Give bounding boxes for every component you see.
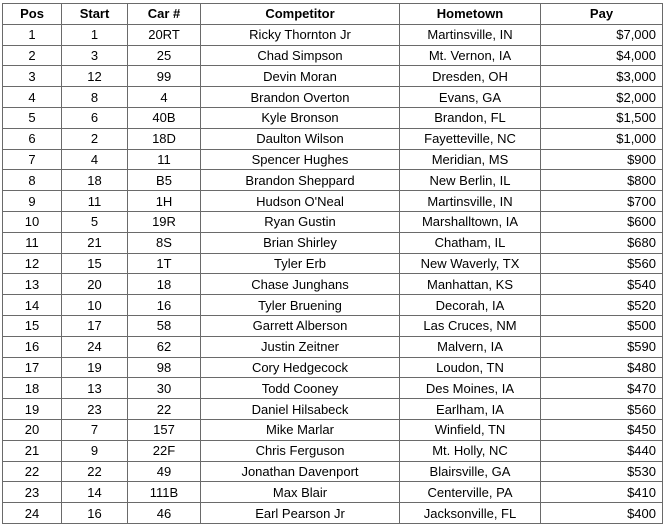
cell-start: 5 xyxy=(62,211,128,232)
cell-pos: 19 xyxy=(3,399,62,420)
cell-competitor: Justin Zeitner xyxy=(201,336,400,357)
table-row xyxy=(3,232,663,253)
cell-start: 19 xyxy=(62,357,128,378)
cell-car-number: B5 xyxy=(128,170,201,191)
cell-car-number: 46 xyxy=(128,503,201,524)
cell-start: 16 xyxy=(62,503,128,524)
cell-hometown: Earlham, IA xyxy=(400,399,541,420)
cell-competitor: Daulton Wilson xyxy=(201,128,400,149)
cell-competitor: Cory Hedgecock xyxy=(201,357,400,378)
table-row xyxy=(3,440,663,461)
cell-pay: $800 xyxy=(541,170,663,191)
cell-pay: $1,000 xyxy=(541,128,663,149)
cell-start: 2 xyxy=(62,128,128,149)
cell-start: 21 xyxy=(62,232,128,253)
cell-start: 1 xyxy=(62,24,128,45)
cell-start: 18 xyxy=(62,170,128,191)
table-row xyxy=(3,66,663,87)
header-row xyxy=(3,4,663,25)
cell-car-number: 22 xyxy=(128,399,201,420)
cell-pos: 22 xyxy=(3,461,62,482)
cell-competitor: Garrett Alberson xyxy=(201,315,400,336)
cell-competitor: Chris Ferguson xyxy=(201,440,400,461)
cell-pay: $400 xyxy=(541,503,663,524)
cell-hometown: Martinsville, IN xyxy=(400,24,541,45)
header-pay: Pay xyxy=(541,4,663,25)
cell-competitor: Earl Pearson Jr xyxy=(201,503,400,524)
cell-car-number: 19R xyxy=(128,211,201,232)
cell-competitor: Hudson O'Neal xyxy=(201,191,400,212)
cell-competitor: Mike Marlar xyxy=(201,419,400,440)
cell-hometown: New Berlin, IL xyxy=(400,170,541,191)
cell-start: 20 xyxy=(62,274,128,295)
cell-hometown: Las Cruces, NM xyxy=(400,315,541,336)
cell-pos: 17 xyxy=(3,357,62,378)
cell-car-number: 99 xyxy=(128,66,201,87)
cell-pos: 16 xyxy=(3,336,62,357)
cell-pay: $410 xyxy=(541,482,663,503)
cell-car-number: 1H xyxy=(128,191,201,212)
cell-car-number: 16 xyxy=(128,295,201,316)
cell-pos: 3 xyxy=(3,66,62,87)
table-row xyxy=(3,87,663,108)
table-row xyxy=(3,24,663,45)
cell-pos: 5 xyxy=(3,107,62,128)
cell-start: 15 xyxy=(62,253,128,274)
cell-pos: 18 xyxy=(3,378,62,399)
table-header xyxy=(3,4,663,25)
header-pos: Pos xyxy=(3,4,62,25)
cell-car-number: 18D xyxy=(128,128,201,149)
cell-pos: 6 xyxy=(3,128,62,149)
table-row xyxy=(3,149,663,170)
cell-pos: 23 xyxy=(3,482,62,503)
table-row xyxy=(3,191,663,212)
table-row xyxy=(3,503,663,524)
cell-competitor: Chase Junghans xyxy=(201,274,400,295)
cell-car-number: 18 xyxy=(128,274,201,295)
cell-hometown: Brandon, FL xyxy=(400,107,541,128)
cell-car-number: 157 xyxy=(128,419,201,440)
table-row xyxy=(3,378,663,399)
table-row xyxy=(3,274,663,295)
cell-pos: 1 xyxy=(3,24,62,45)
cell-hometown: Marshalltown, IA xyxy=(400,211,541,232)
cell-car-number: 98 xyxy=(128,357,201,378)
cell-pay: $680 xyxy=(541,232,663,253)
cell-pay: $2,000 xyxy=(541,87,663,108)
cell-pay: $560 xyxy=(541,253,663,274)
cell-pos: 10 xyxy=(3,211,62,232)
cell-competitor: Max Blair xyxy=(201,482,400,503)
header-start: Start xyxy=(62,4,128,25)
header-car-number: Car # xyxy=(128,4,201,25)
cell-car-number: 49 xyxy=(128,461,201,482)
cell-pay: $1,500 xyxy=(541,107,663,128)
table-row xyxy=(3,295,663,316)
cell-competitor: Tyler Bruening xyxy=(201,295,400,316)
cell-car-number: 62 xyxy=(128,336,201,357)
cell-pos: 12 xyxy=(3,253,62,274)
cell-car-number: 25 xyxy=(128,45,201,66)
cell-hometown: Chatham, IL xyxy=(400,232,541,253)
cell-pay: $520 xyxy=(541,295,663,316)
cell-competitor: Ricky Thornton Jr xyxy=(201,24,400,45)
cell-hometown: Fayetteville, NC xyxy=(400,128,541,149)
cell-pay: $600 xyxy=(541,211,663,232)
table-body xyxy=(3,24,663,523)
cell-competitor: Ryan Gustin xyxy=(201,211,400,232)
cell-pay: $900 xyxy=(541,149,663,170)
cell-pay: $4,000 xyxy=(541,45,663,66)
cell-car-number: 30 xyxy=(128,378,201,399)
table-row xyxy=(3,399,663,420)
cell-pos: 7 xyxy=(3,149,62,170)
cell-hometown: Blairsville, GA xyxy=(400,461,541,482)
cell-start: 4 xyxy=(62,149,128,170)
cell-hometown: New Waverly, TX xyxy=(400,253,541,274)
cell-car-number: 11 xyxy=(128,149,201,170)
cell-car-number: 22F xyxy=(128,440,201,461)
cell-start: 6 xyxy=(62,107,128,128)
table-row xyxy=(3,461,663,482)
cell-car-number: 20RT xyxy=(128,24,201,45)
cell-pay: $560 xyxy=(541,399,663,420)
cell-hometown: Dresden, OH xyxy=(400,66,541,87)
cell-hometown: Loudon, TN xyxy=(400,357,541,378)
cell-start: 12 xyxy=(62,66,128,87)
table-row xyxy=(3,170,663,191)
cell-hometown: Des Moines, IA xyxy=(400,378,541,399)
table-row xyxy=(3,482,663,503)
cell-hometown: Mt. Vernon, IA xyxy=(400,45,541,66)
cell-start: 14 xyxy=(62,482,128,503)
cell-hometown: Centerville, PA xyxy=(400,482,541,503)
cell-car-number: 40B xyxy=(128,107,201,128)
cell-pay: $480 xyxy=(541,357,663,378)
cell-competitor: Chad Simpson xyxy=(201,45,400,66)
cell-competitor: Brian Shirley xyxy=(201,232,400,253)
cell-pay: $530 xyxy=(541,461,663,482)
cell-hometown: Malvern, IA xyxy=(400,336,541,357)
cell-competitor: Devin Moran xyxy=(201,66,400,87)
cell-hometown: Manhattan, KS xyxy=(400,274,541,295)
cell-pay: $500 xyxy=(541,315,663,336)
cell-pay: $590 xyxy=(541,336,663,357)
table-row xyxy=(3,315,663,336)
cell-car-number: 111B xyxy=(128,482,201,503)
cell-hometown: Winfield, TN xyxy=(400,419,541,440)
cell-competitor: Spencer Hughes xyxy=(201,149,400,170)
cell-start: 17 xyxy=(62,315,128,336)
cell-car-number: 1T xyxy=(128,253,201,274)
cell-pos: 8 xyxy=(3,170,62,191)
table-row xyxy=(3,211,663,232)
cell-pos: 21 xyxy=(3,440,62,461)
cell-pos: 13 xyxy=(3,274,62,295)
cell-start: 3 xyxy=(62,45,128,66)
table-row xyxy=(3,107,663,128)
cell-pay: $700 xyxy=(541,191,663,212)
table-row xyxy=(3,45,663,66)
cell-competitor: Daniel Hilsabeck xyxy=(201,399,400,420)
cell-start: 9 xyxy=(62,440,128,461)
cell-pos: 24 xyxy=(3,503,62,524)
cell-pay: $540 xyxy=(541,274,663,295)
cell-pay: $440 xyxy=(541,440,663,461)
cell-hometown: Evans, GA xyxy=(400,87,541,108)
table-row xyxy=(3,128,663,149)
results-table xyxy=(2,3,663,524)
cell-hometown: Decorah, IA xyxy=(400,295,541,316)
cell-competitor: Brandon Sheppard xyxy=(201,170,400,191)
cell-competitor: Jonathan Davenport xyxy=(201,461,400,482)
cell-pos: 20 xyxy=(3,419,62,440)
cell-start: 13 xyxy=(62,378,128,399)
cell-start: 7 xyxy=(62,419,128,440)
cell-start: 22 xyxy=(62,461,128,482)
cell-pay: $3,000 xyxy=(541,66,663,87)
cell-start: 24 xyxy=(62,336,128,357)
cell-pos: 2 xyxy=(3,45,62,66)
cell-start: 8 xyxy=(62,87,128,108)
table-row xyxy=(3,357,663,378)
cell-car-number: 58 xyxy=(128,315,201,336)
cell-pos: 9 xyxy=(3,191,62,212)
table-row xyxy=(3,336,663,357)
cell-competitor: Brandon Overton xyxy=(201,87,400,108)
cell-car-number: 4 xyxy=(128,87,201,108)
cell-start: 23 xyxy=(62,399,128,420)
cell-pos: 11 xyxy=(3,232,62,253)
cell-pos: 14 xyxy=(3,295,62,316)
header-competitor: Competitor xyxy=(201,4,400,25)
cell-competitor: Todd Cooney xyxy=(201,378,400,399)
cell-pos: 4 xyxy=(3,87,62,108)
cell-car-number: 8S xyxy=(128,232,201,253)
cell-hometown: Martinsville, IN xyxy=(400,191,541,212)
header-hometown: Hometown xyxy=(400,4,541,25)
cell-hometown: Meridian, MS xyxy=(400,149,541,170)
cell-hometown: Jacksonville, FL xyxy=(400,503,541,524)
cell-pos: 15 xyxy=(3,315,62,336)
cell-start: 10 xyxy=(62,295,128,316)
cell-pay: $450 xyxy=(541,419,663,440)
cell-hometown: Mt. Holly, NC xyxy=(400,440,541,461)
table-row xyxy=(3,253,663,274)
cell-start: 11 xyxy=(62,191,128,212)
cell-pay: $7,000 xyxy=(541,24,663,45)
cell-competitor: Kyle Bronson xyxy=(201,107,400,128)
cell-pay: $470 xyxy=(541,378,663,399)
table-row xyxy=(3,419,663,440)
cell-competitor: Tyler Erb xyxy=(201,253,400,274)
